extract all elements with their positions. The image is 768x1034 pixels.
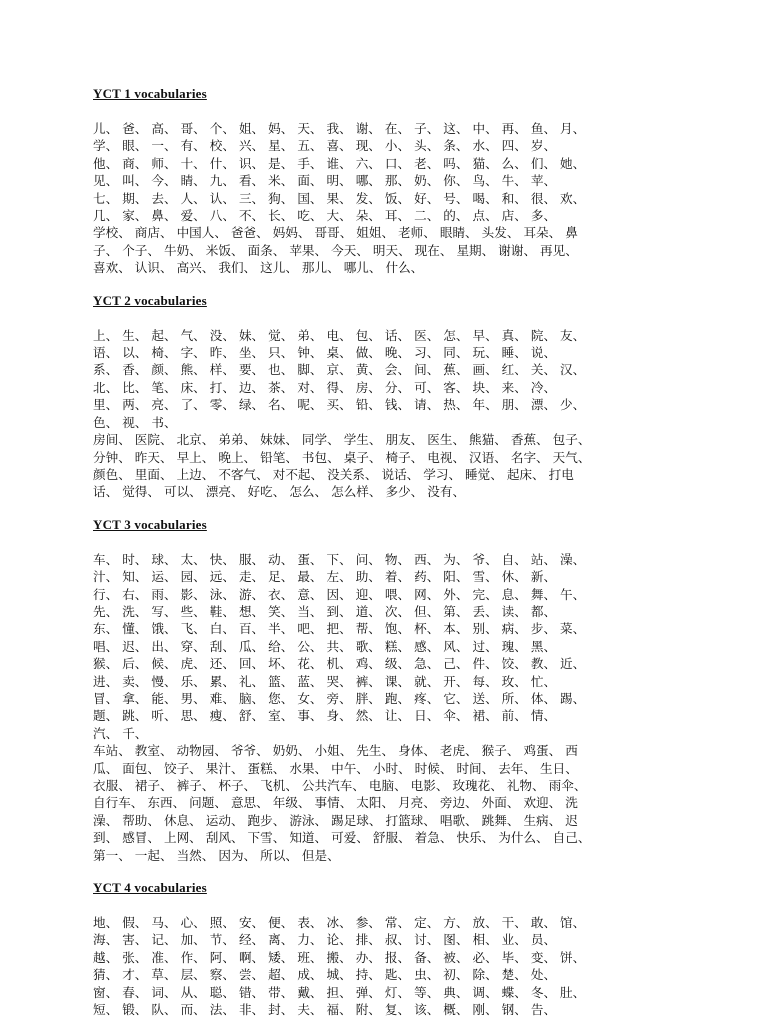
section-yct3 [93,517,693,864]
vocabulary-list: 车、 时、 球、 太、 快、 服、 动、 蛋、 下、 问、 物、 西、 为、 爷、 自、 站、 澡、 汁、 知、 运、 园、 远、 走、 足、 最、 左、 助、 着、 药、 阳、 雪、 休、 新、 行、 右、 雨、 影、 泳、 游、 衣、 意、 因、 迎、 喂、 网、 外、 完、 息、 舞、 午、 先、 洗、 写、 些、 鞋、 想、 笑、 当、 到、 道、 次、 但、 第、 丢、 读、 都、 东、 懂、 饿、 飞、 白、 百、 半、 吧、 把、 帮、 饱、 杯、 本、 别、 病、 步、 菜、 唱、 迟、 出、 穿、 刮、 瓜、 给、 公、 共、 歌、 糕、 感、 风、 过、 瑰、 黑、 猴、 后、 候、 虎、 还、 回、 坏、 花、 机、 鸡、 级、 急、 己、 件、 饺、 教、 近、 进、 卖、 慢、 乐、 累、 礼、 篮、 蓝、 哭、 裤、 课、 就、 开、 每、 玫、 忙、 冒、 拿、 能、 男、 难、 脑、 您、 女、 旁、 胖、 跑、 疼、 它、 送、 所、 体、 踢、 题、 跳、 听、 思、 瘦、 舒、 室、 事、 身、 然、 让、 日、 伞、 裙、 前、 情、 汽、 千、 车站、 教室、 动物园、 爷爷、 奶奶、 小姐、 先生、 身体、 老虎、 猴子、 鸡蛋、 西 瓜、 面包、 饺子、 果汁、 蛋糕、 水果、 中午、 小时、 时候、 时间、 去年、 生日、 衣服、 裙子、 裤子、 杯子、 飞机、 公共汽车、 电脑、 电影、 玫瑰花、 礼物、 雨伞、 自行车、 东西、 问题、 意思、 年级、 事情、 太阳、 月亮、 旁边、 外面、 欢迎、 洗 澡、 帮助、 休息、 运动、 跑步、 游泳、 踢足球、 打篮球、 唱歌、 跳舞、 生病、 迟 到、 感冒、 上网、 刮风、 下雪、 知道、 可爱、 舒服、 着急、 快乐、 为什么、 自己、 第一、 一起、 当然、 因为、 所以、 但是、 [93,551,591,863]
section-heading: YCT 2 vocabularies [93,292,207,308]
section-yct4 [93,880,693,1018]
section-heading: YCT 1 vocabularies [93,86,207,101]
vocabulary-list: 地、 假、 马、 心、 照、 安、 便、 表、 冰、 参、 常、 定、 方、 放、 干、 敢、 馆、 海、 害、 记、 加、 节、 经、 离、 力、 论、 排、 叔、 讨、 图、 相、 业、 员、 越、 张、 准、 作、 阿、 啊、 矮、 班、 搬、 办、 报、 备、 被、 必、 毕、 变、 饼、 猜、 才、 草、 层、 察、 尝、 超、 成、 城、 持、 匙、 虫、 初、 除、 楚、 处、 窗、 春、 词、 从、 聪、 错、 带、 戴、 担、 弹、 灯、 等、 典、 调、 蝶、 冬、 肚、 短、 锻、 队、 而、 法、 非、 封、 夫、 福、 附、 复、 该、 概、 刚、 钢、 告、 [93,915,586,1018]
document-page [93,86,693,1034]
vocabulary-list: 儿、 爸、 高、 哥、 个、 姐、 妈、 天、 我、 谢、 在、 子、 这、 中、 再、 鱼、 月、 学、 眼、 一、 有、 校、 兴、 星、 五、 喜、 现、 小、 头、 条、 水、 四、 岁、 他、 商、 师、 十、 什、 识、 是、 手、 谁、 六、 口、 老、 吗、 猫、 么、 们、 她、 见、 叫、 今、 睛、 九、 看、 米、 面、 明、 哪、 那、 奶、 你、 鸟、 牛、 苹、 七、 期、 去、 人、 认、 三、 狗、 国、 果、 发、 饭、 好、 号、 喝、 和、 很、 欢、 几、 家、 鼻、 爱、 八、 不、 长、 吃、 大、 朵、 耳、 二、 的、 点、 店、 多、 学校、 商店、 中国人、 爸爸、 妈妈、 哥哥、 姐姐、 老师、 眼睛、 头发、 耳朵、 鼻 子、 个子、 牛奶、 米饭、 面条、 苹果、 今天、 明天、 现在、 星期、 谢谢、 再见、 喜欢、 认识、 高兴、 我们、 这儿、 那儿、 哪儿、 什么、 [93,121,586,276]
section-yct1 [93,86,693,277]
vocabulary-list: 上、 生、 起、 气、 没、 妹、 觉、 弟、 电、 包、 话、 医、 怎、 早、 真、 院、 友、 语、 以、 椅、 字、 昨、 坐、 只、 钟、 桌、 做、 晚、 习、 同、 玩、 睡、 说、 系、 香、 颜、 熊、 样、 要、 也、 脚、 京、 黄、 会、 间、 蕉、 画、 红、 关、 汉、 北、 比、 笔、 床、 打、 边、 茶、 对、 得、 房、 分、 可、 客、 块、 来、 冷、 里、 两、 亮、 了、 零、 绿、 名、 呢、 买、 铅、 钱、 请、 热、 年、 朋、 漂、 少、 色、 视、 书、 房间、 医院、 北京、 弟弟、 妹妹、 同学、 学生、 朋友、 医生、 熊猫、 香蕉、 包子、 分钟、 昨天、 早上、 晚上、 铅笔、 书包、 桌子、 椅子、 电视、 汉语、 名字、 天气、 颜色、 里面、 上边、 不客气、 对不起、 没关系、 说话、 学习、 睡觉、 起床、 打电 话、 觉得、 可以、 漂亮、 好吃、 怎么、 怎么样、 多少、 没有、 [93,327,591,500]
section-yct2 [93,293,693,501]
section-heading: YCT 4 vocabularies [93,880,207,896]
section-heading: YCT 3 vocabularies [93,516,207,532]
